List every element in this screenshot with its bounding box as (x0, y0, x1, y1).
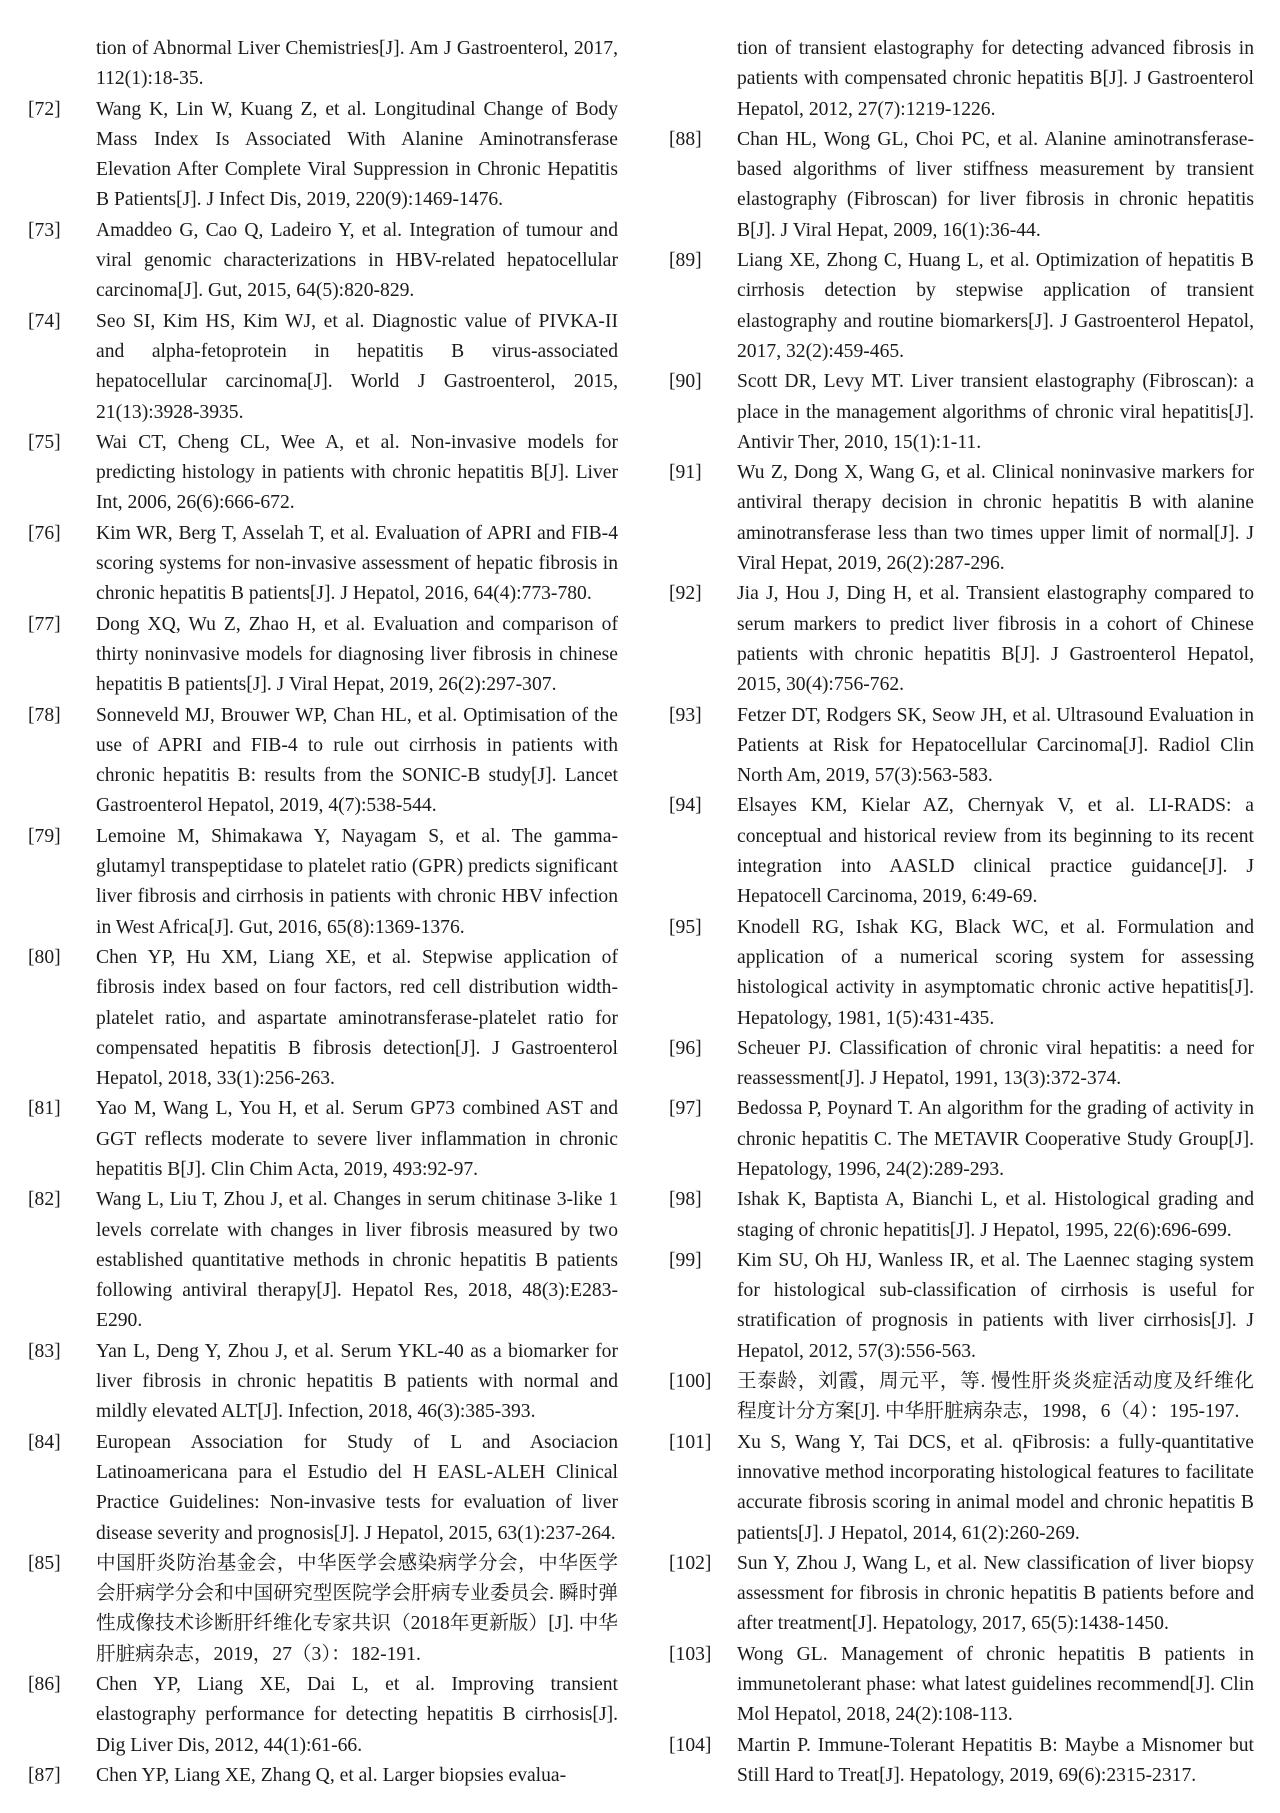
reference-entry (28, 1185, 618, 1336)
reference-entry (669, 1367, 1254, 1428)
reference-entry (28, 428, 618, 519)
reference-entry (669, 1246, 1254, 1367)
reference-entry (669, 125, 1254, 246)
reference-text: European Association for Study of L and Asociacion Latinoamericana para el Estudio del H EASL-ALEH Clinical Practice Guidelines: Non-invasive tests for evaluation of liver disease severity and prognosis[J]. J Hepatol, 2015, 63(1):237-264. (96, 1431, 618, 1544)
reference-text: Knodell RG, Ishak KG, Black WC, et al. Formulation and application of a numerical scoring system for assessing histological activity in asymptomatic chronic active hepatitis[J]. Hepatology, 1981, 1(5):431-435. (737, 916, 1254, 1029)
reference-entry (28, 1428, 618, 1549)
reference-number: [72] (28, 98, 61, 120)
reference-text: Chen YP, Liang XE, Dai L, et al. Improving transient elastography performance for detecting hepatitis B cirrhosis[J]. Dig Liver Dis, 2012, 44(1):61-66. (96, 1674, 618, 1756)
reference-entry (669, 1094, 1254, 1185)
reference-text: Ishak K, Baptista A, Bianchi L, et al. Histological grading and staging of chronic hepatitis[J]. J Hepatol, 1995, 22(6):696-699. (737, 1189, 1254, 1241)
reference-text: Seo SI, Kim HS, Kim WJ, et al. Diagnostic value of PIVKA-II and alpha-fetoprotein in hepatitis B virus-associated hepatocellular carcinoma[J]. World J Gastroenterol, 2015, 21(13):3928-3935. (96, 310, 618, 423)
reference-entry (28, 216, 618, 307)
reference-text: Martin P. Immune-Tolerant Hepatitis B: Maybe a Misnomer but Still Hard to Treat[J]. Hepatology, 2019, 69(6):2315-2317. (737, 1734, 1254, 1786)
reference-text: Chan HL, Wong GL, Choi PC, et al. Alanine aminotransferase-based algorithms of liver stiffness measurement by transient elastography (Fibroscan) for liver fibrosis in chronic hepatitis B[J]. J Viral Hepat, 2009, 16(1):36-44. (737, 128, 1254, 241)
reference-text: Wu Z, Dong X, Wang G, et al. Clinical noninvasive markers for antiviral therapy decision in chronic hepatitis B with alanine aminotransferase less than two times upper limit of normal[J]. J Viral Hepat, 2019, 26(2):287-296. (737, 462, 1254, 575)
reference-number: [100] (669, 1371, 712, 1393)
reference-number: [92] (669, 583, 702, 605)
reference-entry (28, 519, 618, 610)
reference-text: Scott DR, Levy MT. Liver transient elastography (Fibroscan): a place in the management algorithms of chronic viral hepatitis[J]. Antivir Ther, 2010, 15(1):1-11. (737, 371, 1254, 453)
reference-number: [73] (28, 219, 61, 241)
reference-number: [104] (669, 1734, 712, 1756)
reference-number: [93] (669, 704, 702, 726)
reference-text: Scheuer PJ. Classification of chronic viral hepatitis: a need for reassessment[J]. J Hepatol, 1991, 13(3):372-374. (737, 1037, 1254, 1090)
reference-entry (28, 307, 618, 428)
reference-text: Lemoine M, Shimakawa Y, Nayagam S, et al. The gamma-glutamyl transpeptidase to platelet ratio (GPR) predicts significant liver fibrosis and cirrhosis in patients with chronic HBV infection in West Africa[J]. Gut, 2016, 65(8):1369-1376. (96, 825, 618, 938)
reference-text: 王泰龄，刘霞，周元平，等. 慢性肝炎炎症活动度及纤维化程度计分方案[J]. 中华肝脏病杂志，1998，6（4）：195-197. (737, 1371, 1254, 1423)
reference-continuation (28, 34, 618, 95)
reference-entry (669, 701, 1254, 792)
reference-number: [81] (28, 1098, 61, 1120)
reference-text: Sonneveld MJ, Brouwer WP, Chan HL, et al. Optimisation of the use of APRI and FIB-4 to rule out cirrhosis in patients with chronic hepatitis B: results from the SONIC-B study[J]. Lancet Gastroenterol Hepatol, 2019, 4(7):538-544. (96, 704, 618, 817)
reference-entry (669, 367, 1254, 458)
reference-number: [85] (28, 1552, 61, 1574)
reference-text: Dong XQ, Wu Z, Zhao H, et al. Evaluation and comparison of thirty noninvasive models for diagnosing liver fibrosis in chinese hepatitis B patients[J]. J Viral Hepat, 2019, 26(2):297-307. (96, 613, 618, 696)
reference-entry (669, 1185, 1254, 1246)
reference-number: [90] (669, 371, 702, 393)
reference-text: Wong GL. Management of chronic hepatitis B patients in immunetolerant phase: what latest guidelines recommend[J]. Clin Mol Hepatol, 2018, 24(2):108-113. (737, 1643, 1254, 1726)
reference-entry (28, 610, 618, 701)
reference-text: Wang L, Liu T, Zhou J, et al. Changes in serum chitinase 3-like 1 levels correlate with changes in liver fibrosis measured by two established quantitative methods in chronic hepatitis B patients following antiviral therapy[J]. Hepatol Res, 2018, 48(3):E283-E290. (96, 1189, 618, 1332)
reference-entry (669, 579, 1254, 700)
reference-text: Kim SU, Oh HJ, Wanless IR, et al. The Laennec staging system for histological sub-classification of cirrhosis is useful for stratification of prognosis in patients with liver cirrhosis[J]. J Hepatol, 2012, 57(3):556-563. (737, 1249, 1254, 1362)
reference-entry (669, 246, 1254, 367)
reference-entry (669, 1640, 1254, 1731)
reference-number: [83] (28, 1340, 61, 1362)
reference-number: [86] (28, 1674, 61, 1696)
reference-entry (669, 1034, 1254, 1095)
reference-entry (669, 1428, 1254, 1549)
reference-entry (28, 701, 618, 822)
reference-text: Sun Y, Zhou J, Wang L, et al. New classification of liver biopsy assessment for fibrosis in chronic hepatitis B patients before and after treatment[J]. Hepatology, 2017, 65(5):1438-1450. (737, 1552, 1254, 1635)
reference-text: Yan L, Deng Y, Zhou J, et al. Serum YKL-40 as a biomarker for liver fibrosis in chronic hepatitis B patients with normal and mildly elevated ALT[J]. Infection, 2018, 46(3):385-393. (96, 1340, 618, 1423)
reference-entry (28, 1670, 618, 1761)
reference-number: [88] (669, 128, 702, 150)
reference-entry (669, 1549, 1254, 1640)
reference-number: [101] (669, 1431, 712, 1453)
reference-number: [94] (669, 795, 702, 817)
reference-number: [79] (28, 825, 61, 847)
reference-text: Fetzer DT, Rodgers SK, Seow JH, et al. Ultrasound Evaluation in Patients at Risk for Hepatocellular Carcinoma[J]. Radiol Clin North Am, 2019, 57(3):563-583. (737, 704, 1254, 787)
reference-number: [95] (669, 916, 702, 938)
reference-text: Elsayes KM, Kielar AZ, Chernyak V, et al. LI-RADS: a conceptual and historical review from its beginning to its recent integration into AASLD clinical practice guidance[J]. J Hepatocell Carcinoma, 2019, 6:49-69. (737, 795, 1254, 908)
reference-number: [97] (669, 1098, 702, 1120)
reference-number: [80] (28, 946, 61, 968)
reference-text: tion of Abnormal Liver Chemistries[J]. Am J Gastroenterol, 2017, 112(1):18-35. (96, 38, 618, 90)
reference-continuation (669, 34, 1254, 125)
reference-number: [89] (669, 250, 702, 272)
reference-number: [91] (669, 462, 702, 484)
reference-number: [74] (28, 310, 61, 332)
reference-number: [98] (669, 1189, 702, 1211)
reference-text: Liang XE, Zhong C, Huang L, et al. Optimization of hepatitis B cirrhosis detection by stepwise application of transient elastography and routine biomarkers[J]. J Gastroenterol Hepatol, 2017, 32(2):459-465. (737, 250, 1254, 362)
reference-text: 中国肝炎防治基金会，中华医学会感染病学分会，中华医学会肝病学分会和中国研究型医院学会肝病专业委员会. 瞬时弹性成像技术诊断肝纤维化专家共识（2018年更新版）[J]. 中华肝脏病杂志，2019，27（3）：182-191. (96, 1552, 618, 1665)
reference-number: [76] (28, 522, 61, 544)
reference-number: [96] (669, 1037, 702, 1059)
reference-text: Wang K, Lin W, Kuang Z, et al. Longitudinal Change of Body Mass Index Is Associated With Alanine Aminotransferase Elevation After Complete Viral Suppression in Chronic Hepatitis B Patients[J]. J Infect Dis, 2019, 220(9):1469-1476. (96, 98, 618, 211)
reference-entry (28, 1761, 618, 1791)
reference-entry (28, 1549, 618, 1670)
reference-number: [99] (669, 1249, 702, 1271)
reference-column-left (28, 34, 618, 1791)
reference-text: Jia J, Hou J, Ding H, et al. Transient elastography compared to serum markers to predict liver fibrosis in a cohort of Chinese patients with chronic hepatitis B[J]. J Gastroenterol Hepatol, 2015, 30(4):756-762. (737, 583, 1254, 696)
reference-number: [75] (28, 431, 61, 453)
reference-entry (669, 913, 1254, 1034)
reference-number: [102] (669, 1552, 712, 1574)
reference-number: [77] (28, 613, 61, 635)
reference-entry (28, 943, 618, 1094)
reference-entry (28, 1094, 618, 1185)
reference-column-right (669, 34, 1254, 1791)
reference-entry (28, 822, 618, 943)
reference-text: tion of transient elastography for detecting advanced fibrosis in patients with compensated chronic hepatitis B[J]. J Gastroenterol Hepatol, 2012, 27(7):1219-1226. (737, 38, 1254, 120)
reference-text: Amaddeo G, Cao Q, Ladeiro Y, et al. Integration of tumour and viral genomic characterizations in HBV-related hepatocellular carcinoma[J]. Gut, 2015, 64(5):820-829. (96, 219, 618, 302)
reference-text: Chen YP, Liang XE, Zhang Q, et al. Larger biopsies evalua- (96, 1764, 567, 1786)
reference-entry (28, 95, 618, 216)
reference-number: [78] (28, 704, 61, 726)
reference-text: Bedossa P, Poynard T. An algorithm for the grading of activity in chronic hepatitis C. The METAVIR Cooperative Study Group[J]. Hepatology, 1996, 24(2):289-293. (737, 1098, 1254, 1180)
reference-entry (28, 1337, 618, 1428)
reference-text: Wai CT, Cheng CL, Wee A, et al. Non-invasive models for predicting histology in patients with chronic hepatitis B[J]. Liver Int, 2006, 26(6):666-672. (96, 431, 618, 514)
reference-text: Kim WR, Berg T, Asselah T, et al. Evaluation of APRI and FIB-4 scoring systems for non-invasive assessment of hepatic fibrosis in chronic hepatitis B patients[J]. J Hepatol, 2016, 64(4):773-780. (96, 522, 618, 605)
reference-entry (669, 1731, 1254, 1792)
reference-entry (669, 458, 1254, 579)
reference-text: Xu S, Wang Y, Tai DCS, et al. qFibrosis: a fully-quantitative innovative method incorporating histological features to facilitate accurate fibrosis scoring in animal model and chronic hepatitis B patients[J]. J Hepatol, 2014, 61(2):260-269. (737, 1431, 1254, 1544)
reference-number: [84] (28, 1431, 61, 1453)
reference-entry (669, 791, 1254, 912)
reference-number: [103] (669, 1643, 712, 1665)
reference-text: Yao M, Wang L, You H, et al. Serum GP73 combined AST and GGT reflects moderate to severe liver inflammation in chronic hepatitis B[J]. Clin Chim Acta, 2019, 493:92-97. (96, 1098, 618, 1180)
reference-number: [82] (28, 1189, 61, 1211)
reference-number: [87] (28, 1764, 61, 1786)
reference-text: Chen YP, Hu XM, Liang XE, et al. Stepwise application of fibrosis index based on four factors, red cell distribution width-platelet ratio, and aspartate aminotransferase-platelet ratio for compensated hepatitis B fibrosis detection[J]. J Gastroenterol Hepatol, 2018, 33(1):256-263. (96, 946, 618, 1090)
